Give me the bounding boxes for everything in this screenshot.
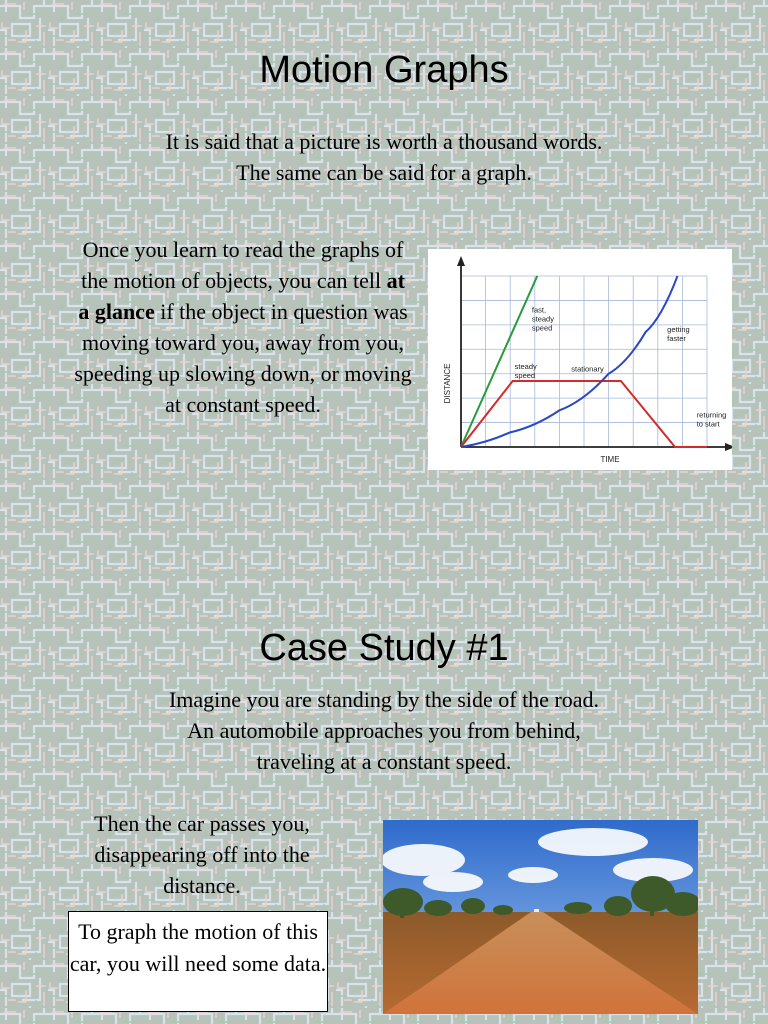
intro-line-2: The same can be said for a graph. — [236, 160, 532, 185]
explanation-paragraph — [74, 234, 412, 420]
case-line-1: Imagine you are standing by the side of the road. — [168, 687, 600, 712]
x-axis-arrow — [725, 443, 732, 451]
chart-annotation: fast, — [531, 305, 547, 315]
car-passes-text: Then the car passes you, disappearing off into the distance. — [94, 811, 310, 898]
data-needed-callout: To graph the motion of this car, you will need some data. — [68, 911, 328, 1012]
explanation-text-start: Once you learn to read the graphs of the motion of objects, you can tell — [81, 237, 404, 293]
x-axis-label: TIME — [600, 455, 620, 464]
page-title: Motion Graphs — [259, 49, 509, 91]
case-study-title: Case Study #1 — [259, 627, 509, 669]
chart-annotation: stationary — [571, 364, 604, 374]
case-study-intro — [0, 684, 768, 777]
case-line-2: An automobile approaches you from behind, — [187, 718, 581, 743]
chart-annotation: returning — [696, 410, 727, 420]
motion-graph-chart — [428, 249, 732, 470]
y-axis-label: DISTANCE — [443, 363, 452, 404]
series-line-2 — [461, 276, 677, 447]
chart-annotation: getting — [667, 325, 690, 335]
chart-annotation: speed — [531, 323, 553, 333]
intro-line-1: It is said that a picture is worth a thousand words. — [165, 129, 603, 154]
chart-annotation: faster — [667, 334, 686, 344]
case-line-3: traveling at a constant speed. — [256, 749, 512, 774]
explanation-bold-phrase: at a glance — [78, 268, 405, 324]
motion-graph-figure — [428, 249, 732, 470]
chart-annotation: speed — [514, 370, 536, 380]
chart-annotation: to start — [696, 419, 720, 429]
outback-road-photo — [383, 820, 698, 1014]
road-landscape-image — [383, 820, 698, 1014]
explanation-text-end: if the object in question was moving toward you, away from you, speeding up slowing down, or moving at constant speed. — [74, 299, 412, 417]
intro-text — [0, 126, 768, 188]
chart-annotation: steady — [531, 314, 554, 324]
y-axis-arrow — [457, 256, 465, 266]
chart-annotation: steady — [514, 361, 537, 371]
